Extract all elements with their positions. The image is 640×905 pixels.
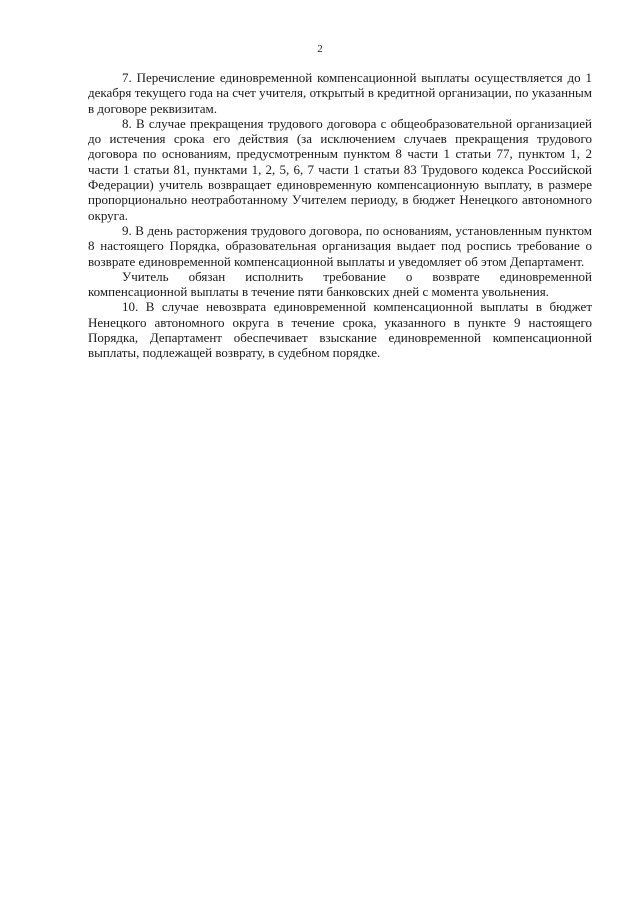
document-body	[88, 70, 592, 361]
paragraph-10: 10. В случае невозврата единовременной компенсационной выплаты в бюджет Ненецкого автономного округа в течение срока, указанного в пункте 9 настоящего Порядка, Департамент обеспечивает взыскание единовременной компенсационной выплаты, подлежащей возврату, в судебном порядке.	[88, 299, 592, 361]
page-number: 2	[317, 43, 323, 55]
paragraph-9: 9. В день расторжения трудового договора, по основаниям, установленным пунктом 8 настоящего Порядка, образовательная организация выдает под роспись требование о возврате единовременной компенсационной выплаты и уведомляет об этом Департамент.	[88, 222, 592, 269]
paragraph-9-obligation: Учитель обязан исполнить требование о возврате единовременной компенсационной выплаты в течение пяти банковских дней с момента увольнения.	[88, 268, 592, 300]
paragraph-7: 7. Перечисление единовременной компенсационной выплаты осуществляется до 1 декабря текущего года на счет учителя, открытый в кредитной организации, по указанным в договоре реквизитам.	[88, 70, 592, 116]
paragraph-8: 8. В случае прекращения трудового договора с общеобразовательной организацией до истечения срока его действия (за исключением случаев прекращения трудового договора по основаниям, предусмотренным пунктом 8 части 1 статьи 77, пунктом 1, 2 части 1 статьи 81, пунктами 1, 2, 5, 6, 7 части 1 статьи 83 Трудового кодекса Российской Федерации) учитель возвращает единовременную компенсационную выплату, в размере пропорционально неотработанному Учителем периоду, в бюджет Ненецкого автономного округа.	[88, 115, 592, 223]
